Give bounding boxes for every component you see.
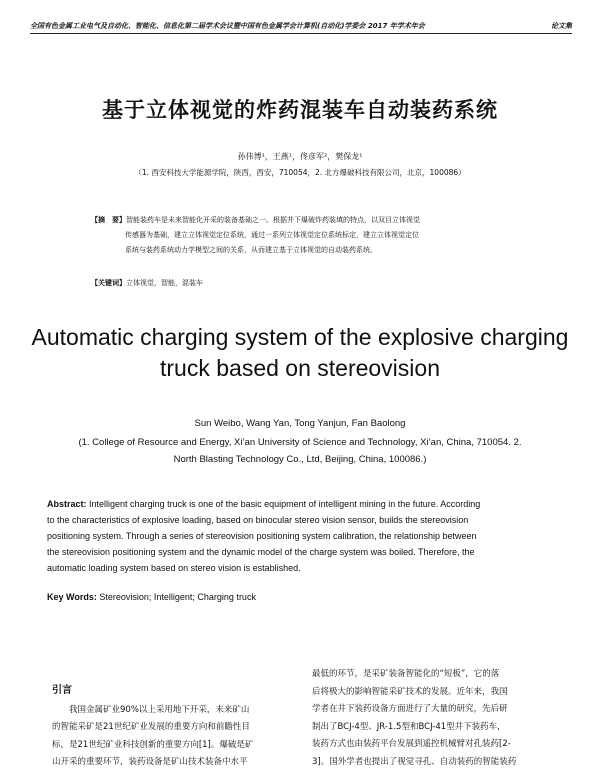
chinese-abstract-line-3: 系统与装药系统动力学模型之间的关系，从而建立基于立体视觉的自动装药系统。 bbox=[125, 246, 377, 254]
english-keywords-label: Key Words: bbox=[47, 592, 97, 602]
body-left-column bbox=[52, 682, 300, 772]
running-header bbox=[30, 21, 572, 31]
body-left-line-1: 我国金属矿业90%以上采用地下开采，未来矿山 bbox=[69, 704, 250, 715]
chinese-keywords-value: 立体视觉，智能，混装车 bbox=[126, 279, 203, 287]
english-abstract-label: Abstract: bbox=[47, 499, 87, 509]
running-header-right: 论文集 bbox=[551, 22, 572, 30]
body-right-line-4: 制出了BCJ-4型、JR-1.5型和BCJ-41型井下装药车， bbox=[312, 721, 506, 732]
running-header-left: 全国有色金属工业电气及自动化、智能化、信息化第二届学术会议暨中国有色金属学会计算机(自动化)学委会 2017 年学术年会 bbox=[30, 22, 425, 30]
english-keywords-value: Stereovision; Intelligent; Charging truck bbox=[99, 592, 256, 602]
english-affiliation-line-1: (1. College of Resource and Energy, Xi’an University of Science and Technology, Xi’an, China, 710054. 2. bbox=[78, 437, 522, 448]
english-abstract-line-4: the stereovision positioning system and the dynamic model of the charge system was boiled. Therefore, the bbox=[47, 547, 475, 557]
english-keywords bbox=[47, 592, 557, 602]
english-abstract-line-1: Abstract: Intelligent charging truck is one of the basic equipment of intelligent mining in the future. According bbox=[47, 499, 481, 509]
chinese-affiliation: （1. 西安科技大学能源学院，陕西，西安，710054，2. 北方爆破科技有限公司，北京，100086） bbox=[134, 168, 466, 177]
body-left-line-4: 山开采的重要环节，装药设备是矿山技术装备中水平 bbox=[52, 757, 248, 767]
chinese-abstract-label: 【摘 要】 bbox=[91, 216, 126, 224]
english-abstract-line-5: automatic loading system based on stereo vision is established. bbox=[47, 563, 301, 573]
chinese-keywords bbox=[91, 278, 509, 288]
chinese-abstract-line-1: 【摘 要】智能装药车是未来智能化开采的装备基础之一。根据井下爆破炸药装填的特点，以双目立体视觉 bbox=[91, 216, 420, 224]
body-right-line-5: 装药方式也由装药平台发展到遥控机械臂对孔装药[2- bbox=[312, 739, 511, 749]
english-abstract bbox=[47, 496, 557, 576]
chinese-keywords-label: 【关键词】 bbox=[91, 279, 126, 287]
chinese-abstract-line-2: 传感器为基础，建立立体视觉定位系统，通过一系列立体视觉定位系统标定，建立立体视觉定位 bbox=[125, 231, 419, 239]
chinese-abstract bbox=[91, 213, 509, 258]
header-rule bbox=[30, 33, 572, 34]
section-heading-introduction: 引言 bbox=[52, 685, 72, 696]
english-title-line-1: Automatic charging system of the explosive charging bbox=[31, 324, 569, 350]
english-abstract-line-3: positioning system. Through a series of stereovision positioning system calibration, the relationship between bbox=[47, 531, 477, 541]
body-right-line-2: 后将极大的影响智能采矿技术的发展。近年来，我国 bbox=[312, 686, 508, 697]
body-right-line-1: 最低的环节，是采矿装备智能化的“短板”，它的落 bbox=[312, 669, 500, 679]
english-title-line-2: truck based on stereovision bbox=[160, 355, 440, 381]
body-right-line-3: 学者在井下装药设备方面进行了大量的研究，先后研 bbox=[312, 704, 508, 714]
english-abstract-line-2: to the characteristics of explosive loading, based on binocular stereo vision sensor, builds the stereovision bbox=[47, 515, 469, 525]
body-left-line-3: 标，是21世纪矿业科技创新的重要方向[1]。爆破是矿 bbox=[52, 739, 254, 750]
body-right-line-6: 3]。国外学者也提出了视觉寻孔、自动装药的智能装药 bbox=[312, 756, 517, 767]
english-authors: Sun Weibo, Wang Yan, Tong Yanjun, Fan Baolong bbox=[194, 418, 406, 429]
chinese-title: 基于立体视觉的炸药混装车自动装药系统 bbox=[102, 98, 498, 122]
english-affiliation bbox=[0, 434, 600, 468]
body-left-line-2: 的智能采矿是21世纪矿业发展的重要方向和前瞻性目 bbox=[52, 722, 250, 732]
english-affiliation-line-2: North Blasting Technology Co., Ltd, Beijing, China, 100086.) bbox=[173, 454, 427, 465]
chinese-authors: 孙伟博¹，王燕¹，佟彦军²，樊保龙¹ bbox=[237, 152, 363, 161]
body-right-column bbox=[312, 666, 568, 771]
english-title bbox=[0, 322, 600, 384]
